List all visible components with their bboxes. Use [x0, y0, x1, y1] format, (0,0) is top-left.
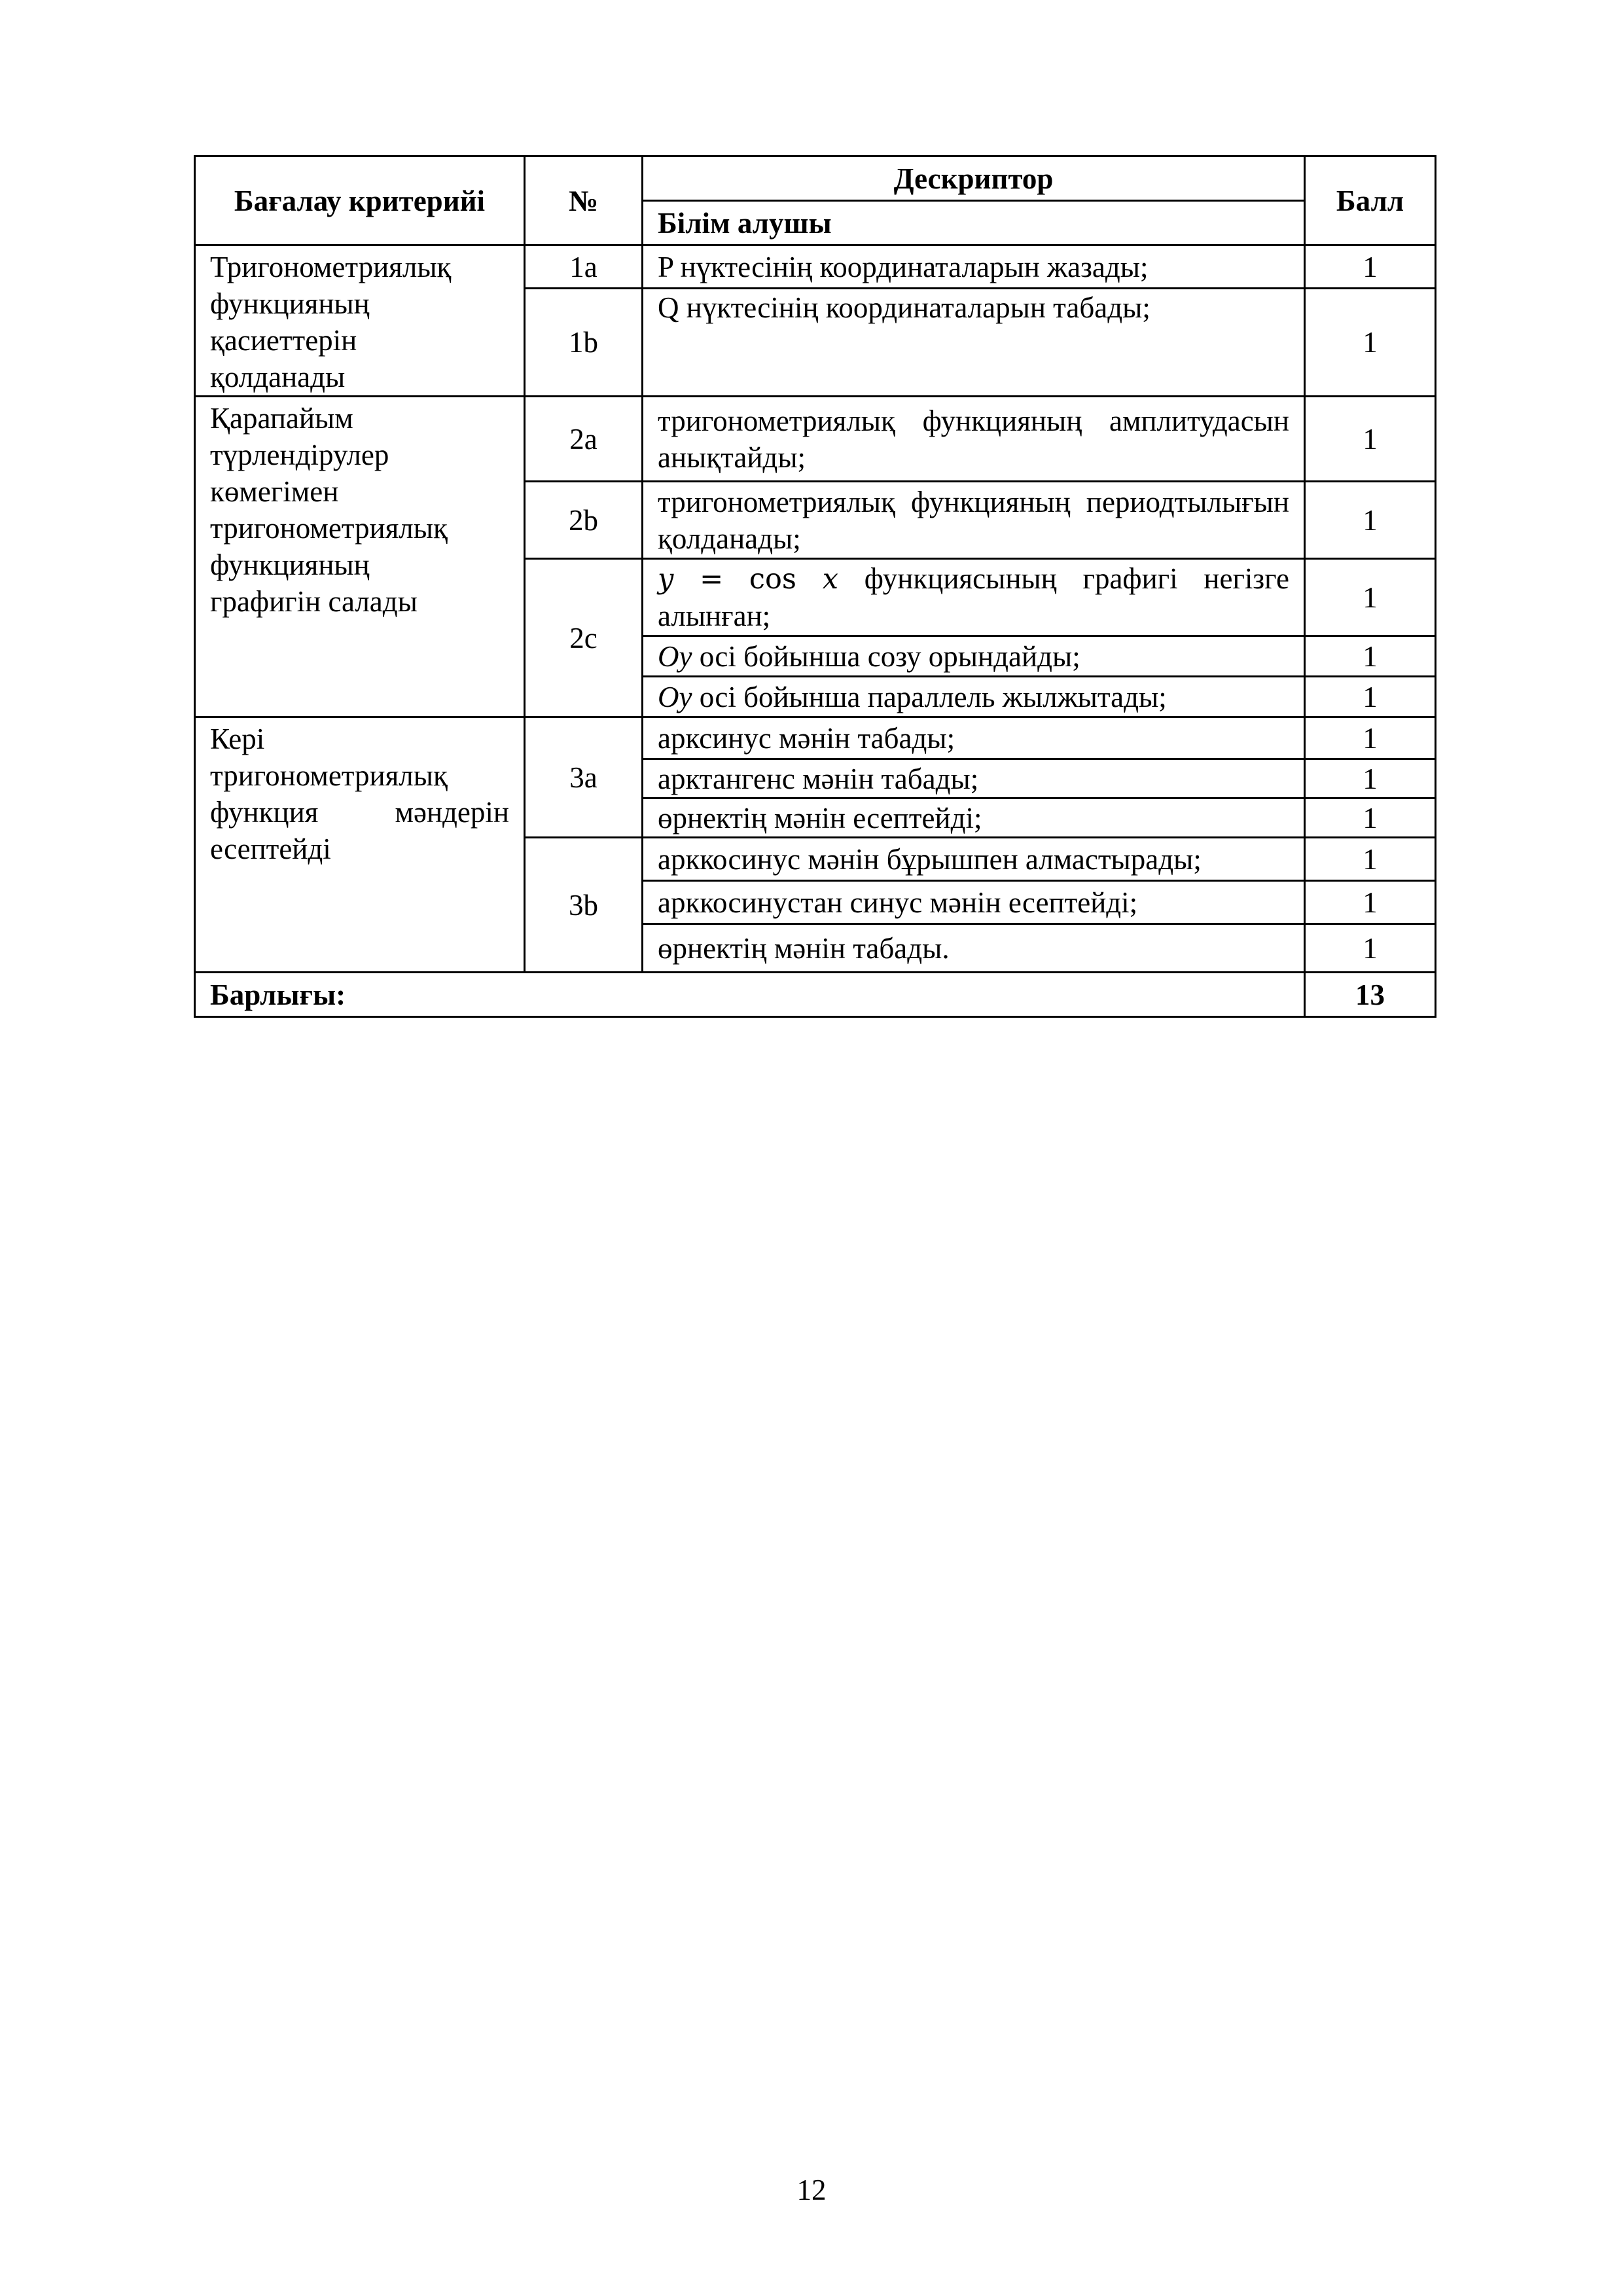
descriptor-text: тригонометриялық функцияның периодтылығын қолданады; — [643, 482, 1305, 559]
score-value: 1 — [1305, 636, 1436, 677]
criterion-text: функцияның — [210, 287, 370, 320]
total-score: 13 — [1305, 973, 1436, 1017]
header-criterion: Бағалау критерийі — [195, 156, 525, 245]
descriptor-cell — [643, 559, 1305, 636]
score-value: 1 — [1305, 677, 1436, 717]
descriptor-text: арксинус мәнін табады; — [643, 717, 1305, 759]
criterion-text: графигін салады — [210, 585, 418, 618]
assessment-rubric-table — [194, 155, 1436, 1018]
score-value: 1 — [1305, 717, 1436, 759]
criterion-text: функцияның — [210, 548, 370, 581]
header-number: № — [525, 156, 643, 245]
score-value: 1 — [1305, 798, 1436, 838]
criterion-text: тригонометриялық — [210, 512, 448, 545]
axis-label: Oy — [658, 639, 692, 673]
score-value: 1 — [1305, 482, 1436, 559]
table-header-row — [195, 156, 1436, 201]
descriptor-text: осі бойынша параллель жылжытады; — [699, 680, 1167, 713]
score-value: 1 — [1305, 559, 1436, 636]
criterion-text: қолданады — [210, 361, 346, 393]
criterion-text: Кері — [210, 723, 265, 755]
criterion-text: тригонометриялық — [210, 759, 448, 792]
criterion-cell — [195, 717, 525, 973]
task-number: 1a — [525, 245, 643, 289]
table-row — [195, 245, 1436, 289]
descriptor-cell — [643, 636, 1305, 677]
criterion-cell — [195, 397, 525, 717]
score-value: 1 — [1305, 289, 1436, 397]
score-value: 1 — [1305, 924, 1436, 973]
header-descriptor: Дескриптор — [643, 156, 1305, 201]
descriptor-text: өрнектің мәнін табады. — [643, 924, 1305, 973]
page-number: 12 — [796, 2174, 827, 2206]
criterion-cell — [195, 245, 525, 397]
table-row — [195, 717, 1436, 759]
criterion-text: Қарапайым — [210, 402, 353, 435]
task-number: 3b — [525, 838, 643, 973]
descriptor-text: осі бойынша созу орындайды; — [699, 639, 1080, 673]
descriptor-text: арктангенс мәнін табады; — [643, 759, 1305, 798]
header-descriptor-sub: Білім алушы — [643, 201, 1305, 245]
table-row — [195, 397, 1436, 482]
descriptor-text: Q нүктесінің координаталарын табады; — [643, 289, 1305, 397]
criterion-text: қасиеттерін — [210, 324, 357, 357]
task-number: 3a — [525, 717, 643, 838]
criterion-text: Тригонометриялық — [210, 251, 452, 283]
criterion-text: көмегімен — [210, 475, 339, 508]
score-value: 1 — [1305, 881, 1436, 924]
descriptor-cell — [643, 677, 1305, 717]
score-value: 1 — [1305, 759, 1436, 798]
math-cos: cos — [749, 563, 796, 596]
math-var-y: y — [658, 563, 674, 596]
score-value: 1 — [1305, 245, 1436, 289]
total-label: Барлығы: — [195, 973, 1305, 1017]
task-number: 2b — [525, 482, 643, 559]
descriptor-text: өрнектің мәнін есептейді; — [643, 798, 1305, 838]
descriptor-text: P нүктесінің координаталарын жазады; — [643, 245, 1305, 289]
criterion-text: есептейді — [210, 833, 331, 865]
task-number: 2a — [525, 397, 643, 482]
descriptor-text: арккосинустан синус мәнін есептейді; — [643, 881, 1305, 924]
descriptor-text: арккосинус мәнін бұрышпен алмастырады; — [643, 838, 1305, 881]
task-number: 1b — [525, 289, 643, 397]
descriptor-text: тригонометриялық функцияның амплитудасын анықтайды; — [643, 397, 1305, 482]
score-value: 1 — [1305, 397, 1436, 482]
math-equals: = — [700, 563, 724, 596]
task-number: 2c — [525, 559, 643, 717]
criterion-text: түрлендірулер — [210, 439, 389, 471]
score-value: 1 — [1305, 838, 1436, 881]
descriptor-text: функциясының графигі негізге алынған; — [658, 562, 1290, 632]
math-var-x: x — [822, 563, 838, 596]
total-row — [195, 973, 1436, 1017]
axis-label: Oy — [658, 680, 692, 713]
header-score: Балл — [1305, 156, 1436, 245]
criterion-text: функция мәндерін — [210, 796, 509, 829]
